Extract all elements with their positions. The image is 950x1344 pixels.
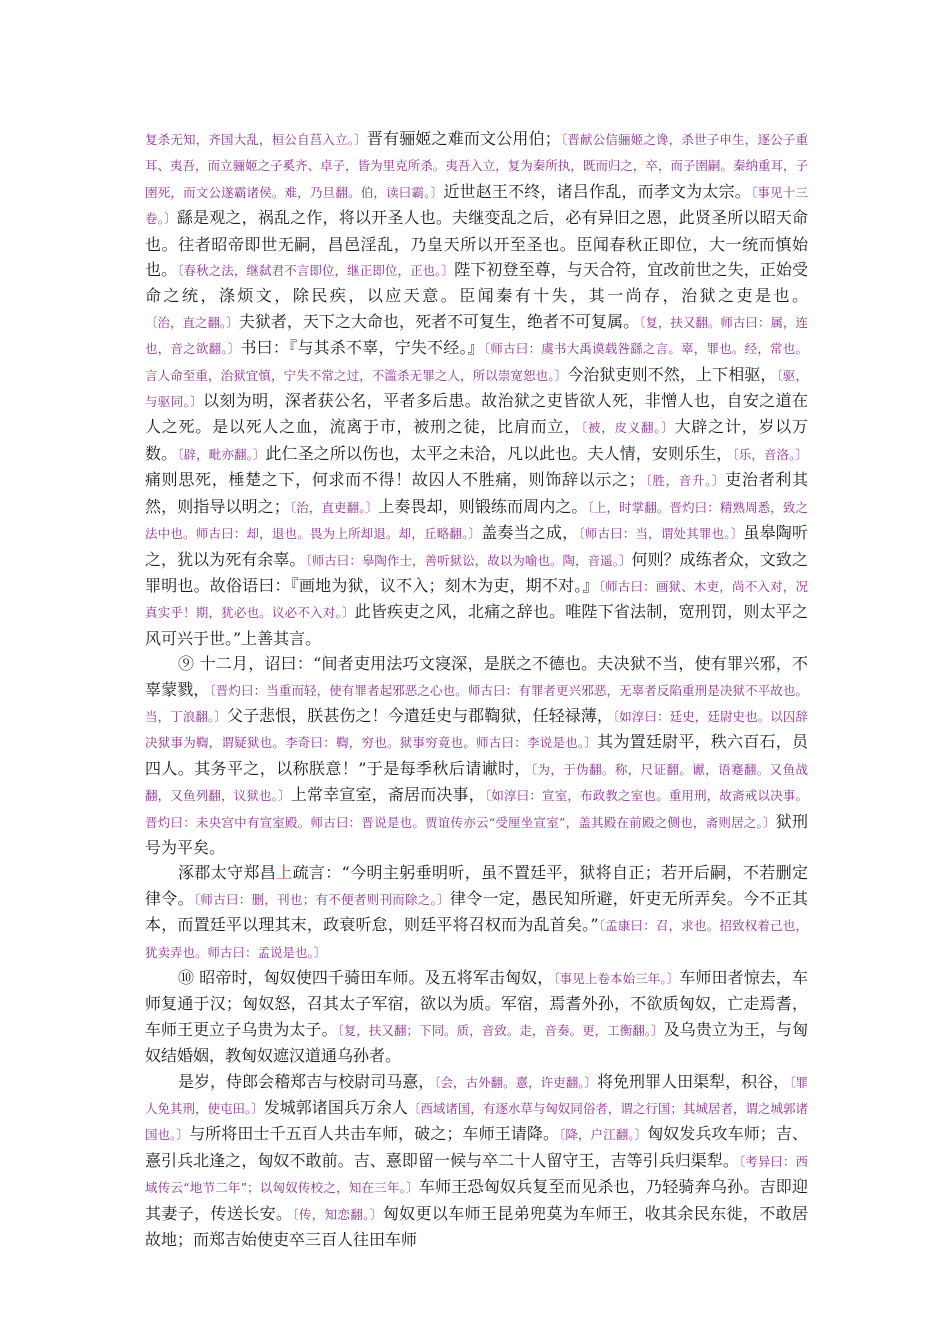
commentary-note: 〔会，古外翻。憙，许吏翻。〕 [434,1074,597,1090]
commentary-note: 〔如淳曰：廷史，廷尉史也。以囚辞决狱事为鞫，谓疑狱也。李奇曰：鞫，穷也。狱事穷竟也。师古曰：李说是也。〕 [145,708,808,751]
main-text: 匈奴发兵攻车师；吉、憙引兵北逢之，匈奴不敢前。吉、憙即留一候与卒二十人留守王，吉等引兵归渠犁。 [145,1124,808,1170]
main-text: 何则？成练者众，文致之罪明也。故俗语曰：『画地为狱，议不入；刻木为吏，期不对。』 [145,549,808,595]
paragraph [145,126,808,651]
main-text: 夫狱者，天下之大命也，死者不可复生，绝者不可复属。 [238,311,640,331]
main-text: 父子悲恨，朕甚伤之！今遣廷史与郡鞫狱，任轻禄薄， [226,705,613,725]
main-text: 以刻为明，深者获公名，平者多后患。故治狱之吏皆欲人死，非憎人也，自安之道在人之死。是以死人之血，流离于市，被刑之徒，比肩而立， [145,391,808,437]
main-text: 今治狱吏则不然，上下相驱， [567,364,777,384]
main-text: 车师田者惊去，车师复通于汉；匈奴怒，召其太子军宿，欲以为质。军宿，焉耆外孙，不欲质匈奴，亡走焉耆，车师王更立子乌贵为太子。 [145,968,808,1039]
main-text: 吏治者利其然，则指导以明之； [145,470,808,516]
main-text: 盖奏当之成， [481,523,579,543]
paragraph [145,651,808,860]
main-text: 匈奴更以车师王昆弟兜莫为车师王，收其余民东徙，不敢居故地；而郑吉始使吏卒三百人往田车师 [145,1203,808,1250]
commentary-note: 〔复，扶又翻。师古曰：属，连也，音之欲翻。〕 [145,314,808,357]
main-text: 繇是观之，祸乱之作，将以开圣人也。夫继变乱之后，必有异旧之恩，此贤圣所以昭天命也。往者昭帝即世无嗣，昌邑淫乱，乃皇天所以开至圣也。臣闻春秋正即位，大一统而慎始也。 [145,208,808,280]
commentary-note: 〔罪人免其刑，使屯田。〕 [145,1074,808,1117]
main-text: 狱刑号为平矣。 [145,811,808,857]
commentary-note: 〔事见上卷本始三年。〕 [553,971,680,986]
main-text: 疏言：“今明主躬垂明听，虽不置廷平，狱将自正；若开后嗣，不若删定律令。 [145,863,808,908]
main-text: 涿郡太守郑昌 [178,863,277,883]
main-text: 大辟之计，岁以万数。 [145,417,808,463]
paragraph [145,965,808,1069]
main-text: 与所将田士千五百人共击车师，破之；车师王请降。 [189,1124,560,1144]
main-text: ⑨ 十二月，诏曰：“间者吏用法巧文寖深，是朕之不德也。夫决狱不当，使有罪兴邪，不辜蒙戮， [145,654,808,699]
commentary-note: 〔治，直之翻。〕 [145,314,239,330]
commentary-note: 〔被，皮义翻。〕 [580,420,675,436]
commentary-note: 〔晋献公信骊姬之谗，杀世子申生，逐公子重耳、夷吾，而立骊姬之子奚齐、卓子，皆为里克所杀。夷吾入立，复为秦所执，既而归之，卒，而子圉嗣。秦纳重耳，子圉死，而文公遂霸诸侯。难，乃旦翻。伯，读曰霸。〕 [145,132,808,200]
commentary-note: 〔治，直吏翻。〕 [289,499,379,515]
commentary-note: 〔为，于伪翻。称，尺证翻。谳，语蹇翻。又鱼战翻，又鱼列翻，议狱也。〕 [145,761,808,804]
main-text: 及乌贵立为王，与匈奴结婚姻，教匈奴遮汉道通乌孙者。 [145,1019,808,1066]
main-text: 是岁，侍郎会稽郑吉与校尉司马憙， [178,1071,435,1091]
paragraph [145,1069,808,1253]
commentary-note: 〔师古曰：皋陶作士，善听狱讼，故以为喻也。陶，音遥。〕 [305,552,632,568]
commentary-note: 〔师古曰：虞书大禹谟载咎繇之言。辜，罪也。经，常也。言人命至重，治狱宜慎，宁失不常之过，不滥杀无罪之人，所以崇宽恕也。〕 [145,341,808,383]
commentary-note: 〔乐，音洛。〕 [732,446,808,462]
main-text: ⑩ 昭帝时，匈奴使四千骑田车师。及五将军击匈奴， [178,968,554,987]
commentary-note: 〔晋灼曰：当重而轻，使有罪者起邪恶之心也。师古曰：有罪者更兴邪恶，无辜者反陷重刑是决狱不平故也。当，丁浪翻。〕 [145,682,808,724]
main-text: 上常幸宣室，斋居而决事， [290,785,485,805]
main-text: 其为置廷尉平，秩六百石，员四人。其务平之，以称朕意！”于是每季秋后请谳时， [145,732,808,778]
commentary-note: 〔事见十三卷。〕 [145,184,808,227]
main-text: 近世赵王不终，诸吕作乱，而孝文为太宗。 [443,181,751,201]
main-text: 上奏畏却，则锻练而周内之。 [378,496,588,516]
commentary-note: 〔驱，与驱同。〕 [145,367,808,410]
main-text: 晋有骊姬之难而文公用伯； [366,129,561,148]
highlighted-text: 上 [276,863,293,883]
document-page [145,126,808,1252]
commentary-note: 〔师古曰：当，谓处其罪也。〕 [578,526,744,542]
main-text: 陛下初登至尊，与天合符，宜改前世之失，正始受命之统，涤烦文，除民疾，以应天意。臣闻秦有十失，其一尚存，治狱之吏是也。 [145,260,808,306]
commentary-note: 〔辟，毗亦翻。〕 [177,446,266,462]
commentary-note: 〔降，户江翻。〕 [559,1127,648,1143]
commentary-note: 〔上，时掌翻。晋灼曰：精熟周悉，致之法中也。师古曰：却，退也。畏为上所却退。却，丘略翻。〕 [145,499,808,542]
commentary-note: 〔复，扶又翻；下同。质，音致。走，音奏。更，工衡翻。〕 [337,1022,664,1038]
commentary-note: 〔师古曰：删，刊也；有不便者则刊而除之。〕 [193,891,450,907]
main-text: 书曰：『与其杀不辜，宁失不经。』 [240,338,484,358]
main-text: 此仁圣之所以伤也，太平之未洽，凡以此也。夫人情，安则乐生， [265,443,733,463]
main-text: 虽皋陶听之，犹以为死有余辜。 [145,523,808,569]
main-text: 痛则思死，棰楚之下，何求而不得！故囚人不胜痛，则饰辞以示之； [145,470,645,490]
commentary-note: 〔春秋之法，继弑君不言即位，继正即位，正也。〕 [177,263,455,279]
paragraph [145,860,808,965]
main-text: 发城郭诸国兵万余人 [263,1098,408,1118]
commentary-note: 〔西域诸国，有逐水草与匈奴同俗者，谓之行国；其城居者，谓之城郭诸国也。〕 [145,1101,808,1143]
commentary-note: 〔胜，音升。〕 [644,473,726,489]
commentary-note: 〔传，知恋翻。〕 [292,1206,383,1222]
commentary-note: 复杀无知，齐国大乱，桓公自莒入立。〕 [145,132,367,147]
main-text: 车师王恐匈奴兵复至而见杀也，乃轻骑奔乌孙。吉即迎其妻子，传送长安。 [145,1177,808,1223]
commentary-note: 〔孟康曰：召，求也。招致权着己也，犹卖弄也。师古曰：孟说是也。〕 [145,918,808,960]
commentary-note: 〔考异曰：西域传云“地节二年”；以匈奴传校之，知在三年。〕 [145,1153,808,1196]
commentary-note: 〔师古曰：画狱、木吏，尚不入对，况真实乎！期，犹必也。议必不入对。〕 [145,578,808,621]
main-text: 此皆疾吏之风，北痛之辞也。唯陛下省法制，宽刑罚，则太平之风可兴于世。”上善其言。 [145,602,808,648]
commentary-note: 〔如淳曰：宣室，布政教之室也。重用刑，故斋戒以决事。晋灼曰：未央宫中有宣室殿。师古曰：晋说是也。贾谊传亦云“受厘坐宣室”，盖其殿在前殿之侧也，斋则居之。〕 [145,788,808,830]
main-text: 将免刑罪人田渠犁，积谷， [597,1071,790,1091]
main-text: 律令一定，愚民知所避，奸吏无所弄矣。今不正其本，而置廷平以理其末，政衰听怠，则廷平将召权而为乱首矣。” [145,888,808,935]
